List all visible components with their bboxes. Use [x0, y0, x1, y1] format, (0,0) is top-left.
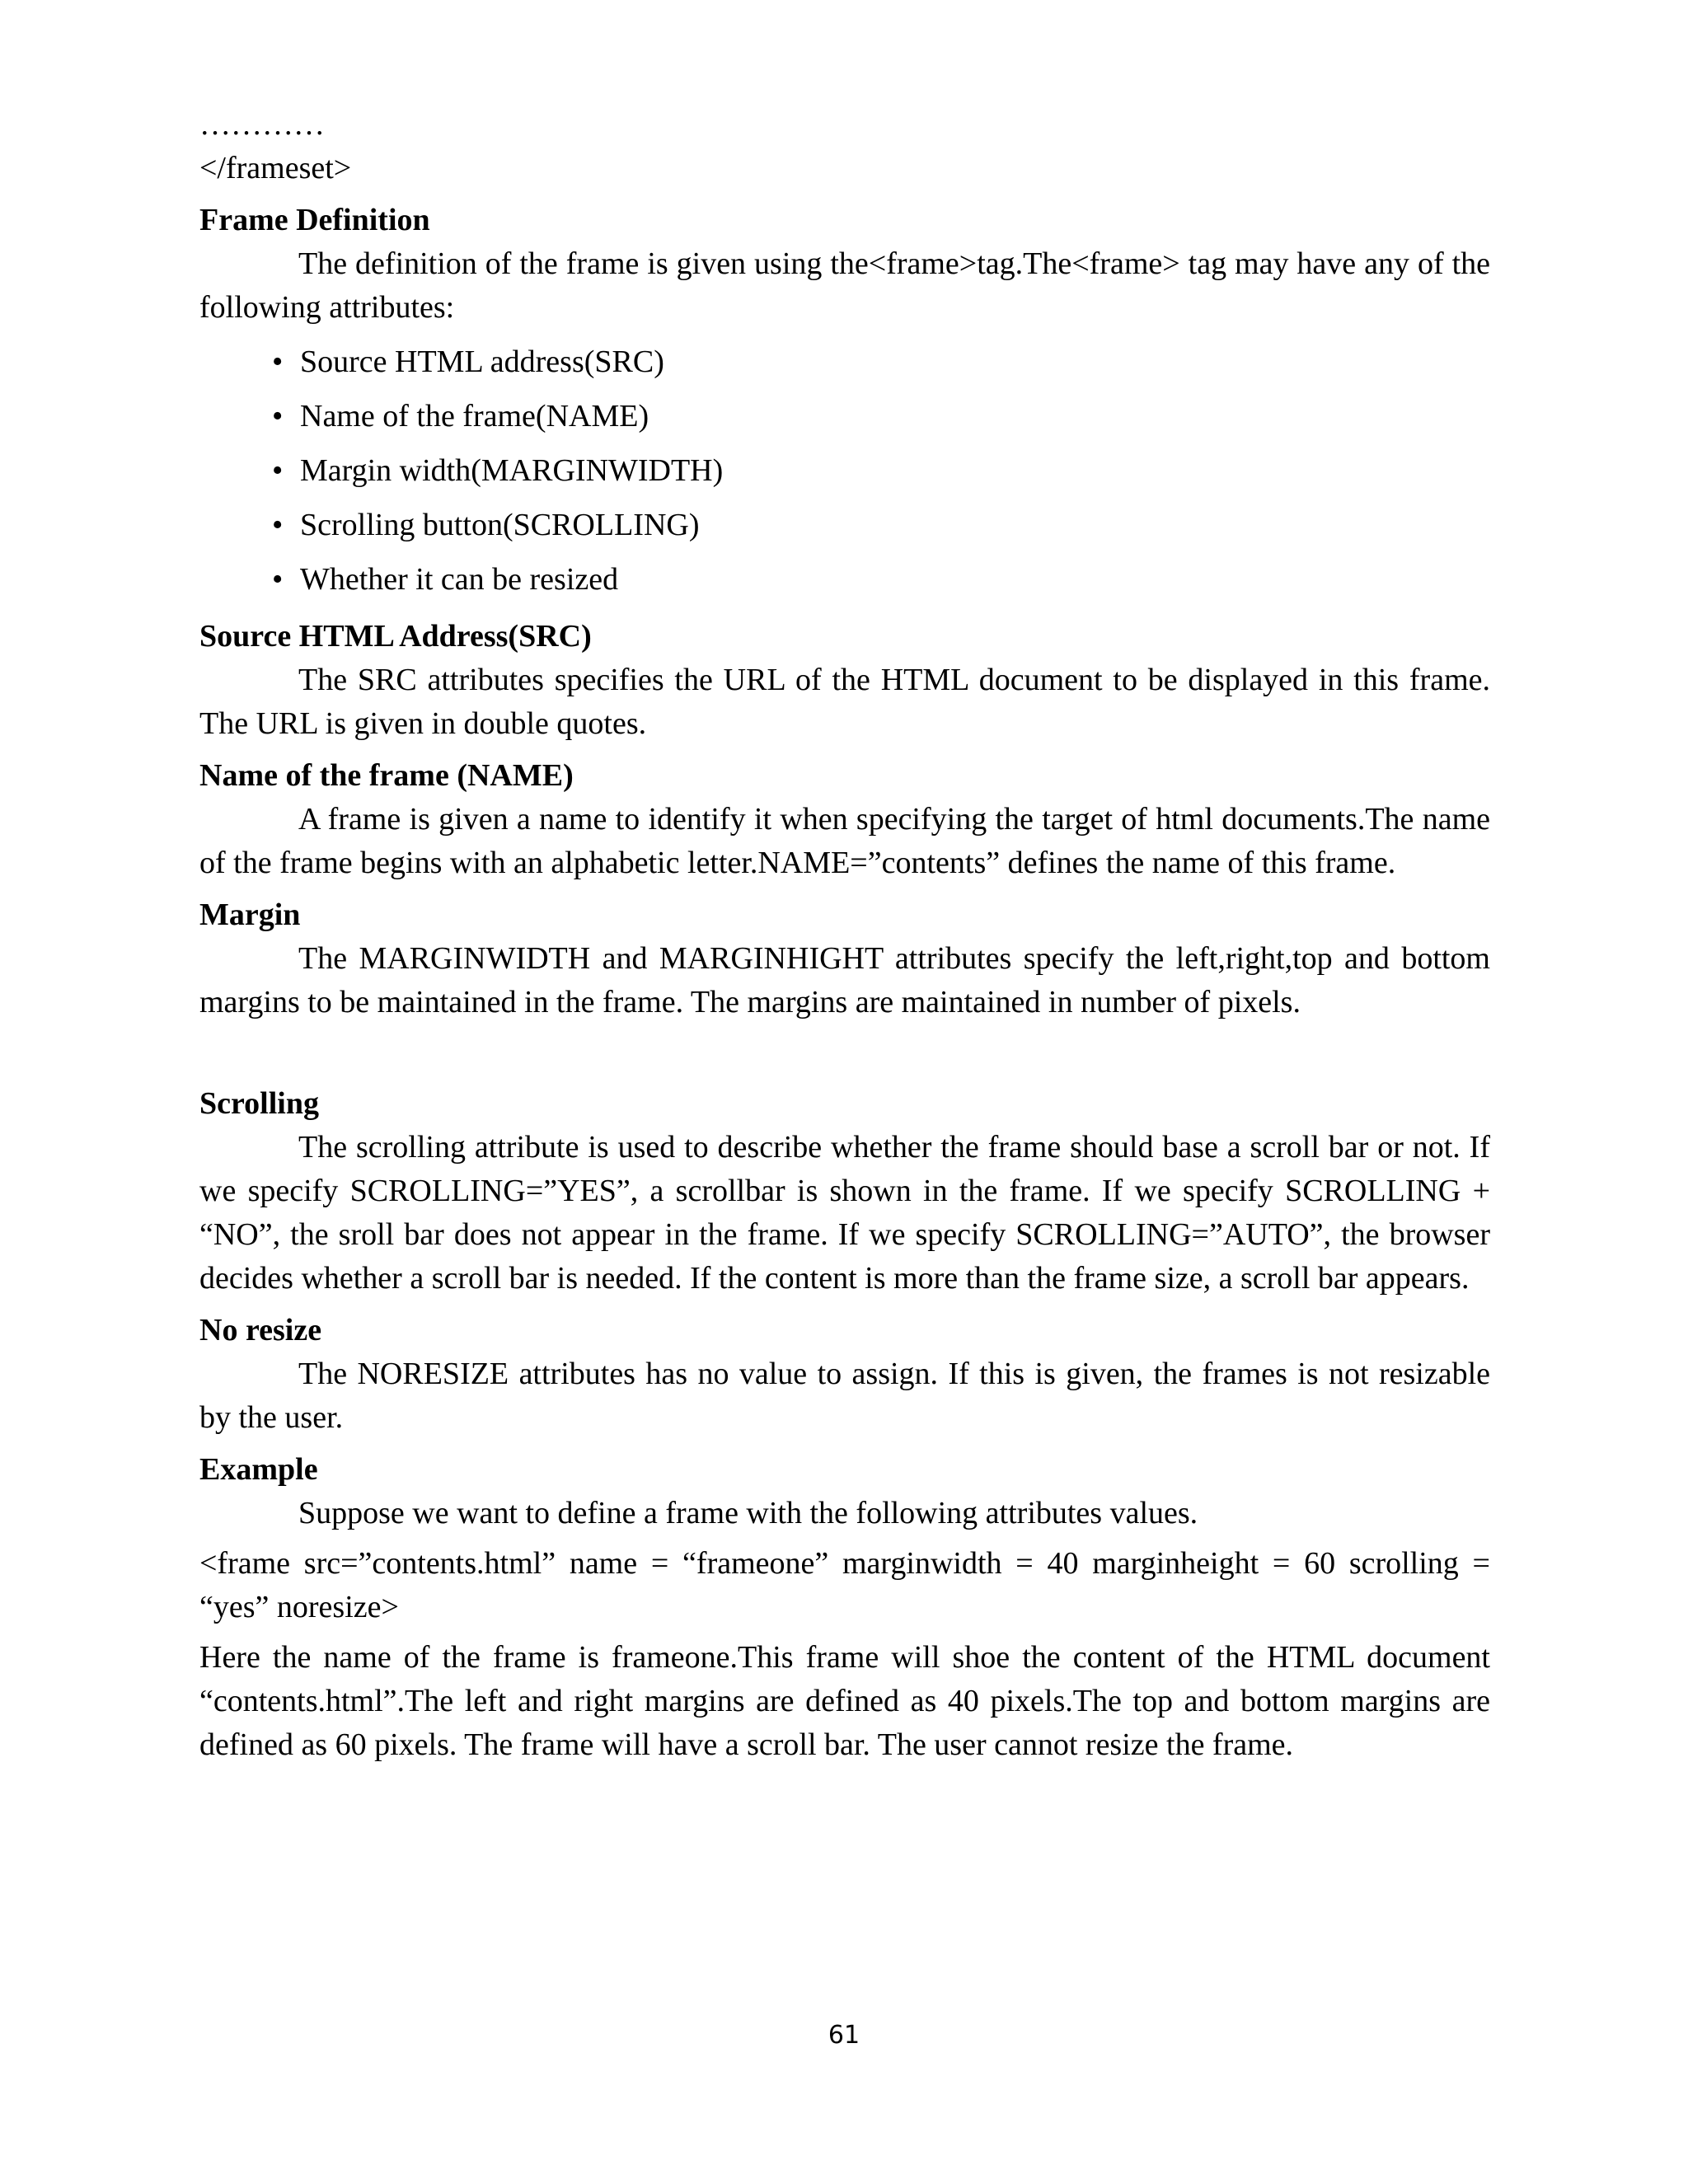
list-item: • Scrolling button(SCROLLING) [272, 498, 1490, 552]
paragraph-src: The SRC attributes specifies the URL of the HTML document to be displayed in this frame. The URL is given in double quotes. [199, 663, 1490, 741]
frameset-close-tag: </frameset> [199, 151, 352, 185]
heading-name: Name of the frame (NAME) [199, 758, 574, 793]
heading-noresize: No resize [199, 1313, 322, 1347]
heading-scrolling: Scrolling [199, 1086, 319, 1121]
paragraph-margin: The MARGINWIDTH and MARGINHIGHT attributes specify the left,right,top and bottom margins to be maintained in the frame. The margins are maintained in number of pixels. [199, 941, 1490, 1019]
paragraph-frame-definition: The definition of the frame is given using the<frame>tag.The<frame> tag may have any of the following attributes: [199, 246, 1490, 325]
page-number: 61 [828, 2021, 860, 2050]
continuation-dots: ………… [199, 107, 325, 142]
list-item: • Whether it can be resized [272, 552, 1490, 607]
document-page [199, 103, 1490, 1767]
paragraph-noresize: The NORESIZE attributes has no value to assign. If this is given, the frames is not resizable by the user. [199, 1357, 1490, 1435]
list-item: • Margin width(MARGINWIDTH) [272, 443, 1490, 498]
paragraph-example-intro: Suppose we want to define a frame with the following attributes values. [298, 1496, 1198, 1530]
example-code: <frame src=”contents.html” name = “frameone” marginwidth = 40 marginheight = 60 scrolling = “yes” noresize> [199, 1546, 1490, 1624]
list-item: • Name of the frame(NAME) [272, 389, 1490, 443]
attribute-list [199, 335, 1490, 607]
paragraph-name: A frame is given a name to identify it when specifying the target of html documents.The name of the frame begins with an alphabetic letter.NAME=”contents” defines the name of this frame. [199, 802, 1490, 880]
heading-margin: Margin [199, 898, 301, 932]
heading-frame-definition: Frame Definition [199, 203, 430, 237]
paragraph-example-explanation: Here the name of the frame is frameone.This frame will shoe the content of the HTML document “contents.html”.The left and right margins are defined as 40 pixels.The top and bottom margins are defined as 60 pixels. The frame will have a scroll bar. The user cannot resize the frame. [199, 1640, 1490, 1762]
heading-src: Source HTML Address(SRC) [199, 619, 592, 654]
paragraph-scrolling: The scrolling attribute is used to describe whether the frame should base a scroll bar or not. If we specify SCROLLING=”YES”, a scrollbar is shown in the frame. If we specify SCROLLING + “NO”, the sroll bar does not appear in the frame. If we specify SCROLLING=”AUTO”, the browser decides whether a scroll bar is needed. If the content is more than the frame size, a scroll bar appears. [199, 1130, 1490, 1296]
heading-example: Example [199, 1452, 318, 1487]
list-item: • Source HTML address(SRC) [272, 335, 1490, 389]
section-gap [199, 1024, 1490, 1074]
